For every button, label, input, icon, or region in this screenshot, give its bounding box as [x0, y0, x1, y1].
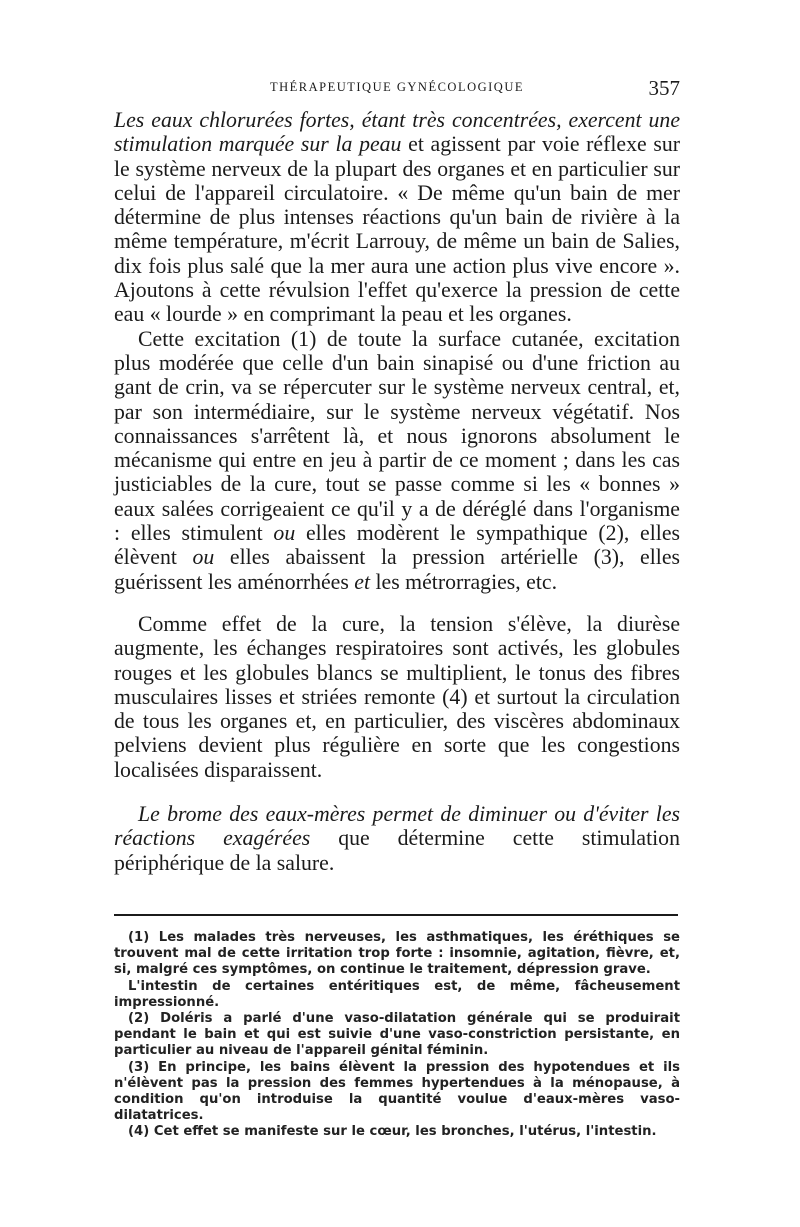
paragraph-2 [114, 327, 680, 594]
footnote-2: (2) Doléris a parlé d'une vaso-dilatation générale qui se produirait pendant le bain et qui est suivie d'une vaso-constriction persistante, en particulier au niveau de l'appareil génital féminin. [114, 1011, 680, 1059]
paragraph-1-italic-intro: Les eaux chlorurées fortes, étant très concentrées, exercent une stimulation marquée sur la peau [114, 108, 680, 157]
paragraph-2-text-c: elles abaissent la pression artérielle (3), elles guérissent les aménorrhées [114, 545, 680, 594]
paragraph-4-italic-intro: Le brome des eaux-mères permet de diminuer ou d'éviter les réactions exagérées [114, 802, 680, 851]
footnote-4: (4) Cet effet se manifeste sur le cœur, les bronches, l'utérus, l'intestin. [128, 1124, 657, 1140]
footnote-1-continued: L'intestin de certaines entéritiques est, de même, fâcheusement impressionné. [114, 978, 680, 1010]
paragraph-1 [114, 108, 680, 327]
footnote-1: (1) Les malades très nerveuses, les asthmatiques, les éréthiques se trouvent mal de cette irritation trop forte : insomnie, agitation, fièvre, et, si, malgré ces symptômes, on continue le traitement, dépression grave. [114, 930, 680, 978]
paragraph-1-text: et agissent par voie réflexe sur le système nerveux de la plupart des organes et en particulier sur celui de l'appareil circulatoire. « De même qu'un bain de mer détermine de plus intenses réactions qu'un bain de rivière à la même température, m'écrit Larrouy, de même un bain de Salies, dix fois plus salé que la mer aura une action plus vive encore ». Ajoutons à cette révulsion l'effet qu'exerce la pression de cette eau « lourde » en comprimant la peau et les organes. [114, 132, 680, 327]
page-header [114, 76, 680, 102]
paragraph-4 [114, 802, 680, 875]
paragraph-2-text-a: Cette excitation (1) de toute la surface cutanée, excitation plus modérée que celle d'un bain sinapisé ou d'une friction au gant de crin, va se répercuter sur le système nerveux central, et, par son intermédiaire, sur le système nerveux végétatif. Nos connaissances s'arrêtent là, et nous ignorons absolument le mécanisme qui entre en jeu à partir de ce moment ; dans les cas justiciables de la cure, tout se passe comme si les « bonnes » eaux salées corrigeaient ce qu'il y a de déréglé dans l'organisme : elles stimulent [114, 326, 680, 546]
running-title: THÉRAPEUTIQUE GYNÉCOLOGIQUE [269, 80, 524, 94]
paragraph-2-italic-et: et [354, 569, 371, 594]
footnote-3: (3) En principe, les bains élèvent la pression des hypotendues et ils n'élèvent pas la pression des femmes hypertendues à la ménopause, à condition qu'on introduise la quantité voulue d'eaux-mères vaso-dilatatrices. [114, 1059, 680, 1124]
footnotes [114, 930, 680, 1141]
body-text [114, 108, 680, 875]
paragraph-4-text: que détermine cette stimulation périphérique de la salure. [114, 826, 680, 875]
paragraph-2-italic-ou-2: ou [192, 545, 215, 570]
paragraph-2-text-d: les métrorragies, etc. [370, 569, 558, 594]
page-number: 357 [648, 76, 680, 100]
paragraph-2-italic-ou-1: ou [273, 521, 296, 546]
paragraph-3: Comme effet de la cure, la tension s'élève, la diurèse augmente, les échanges respiratoires sont activés, les globules rouges et les globules blancs se multiplient, le tonus des fibres musculaires lisses et striées remonte (4) et surtout la circulation de tous les organes et, en particulier, des viscères abdominaux pelviens devient plus régulière en sorte que les congestions localisées disparaissent. [114, 611, 680, 782]
paragraph-2-text-b: elles modèrent le sympathique (2), elles élèvent [114, 521, 680, 570]
footnote-rule [114, 914, 678, 916]
